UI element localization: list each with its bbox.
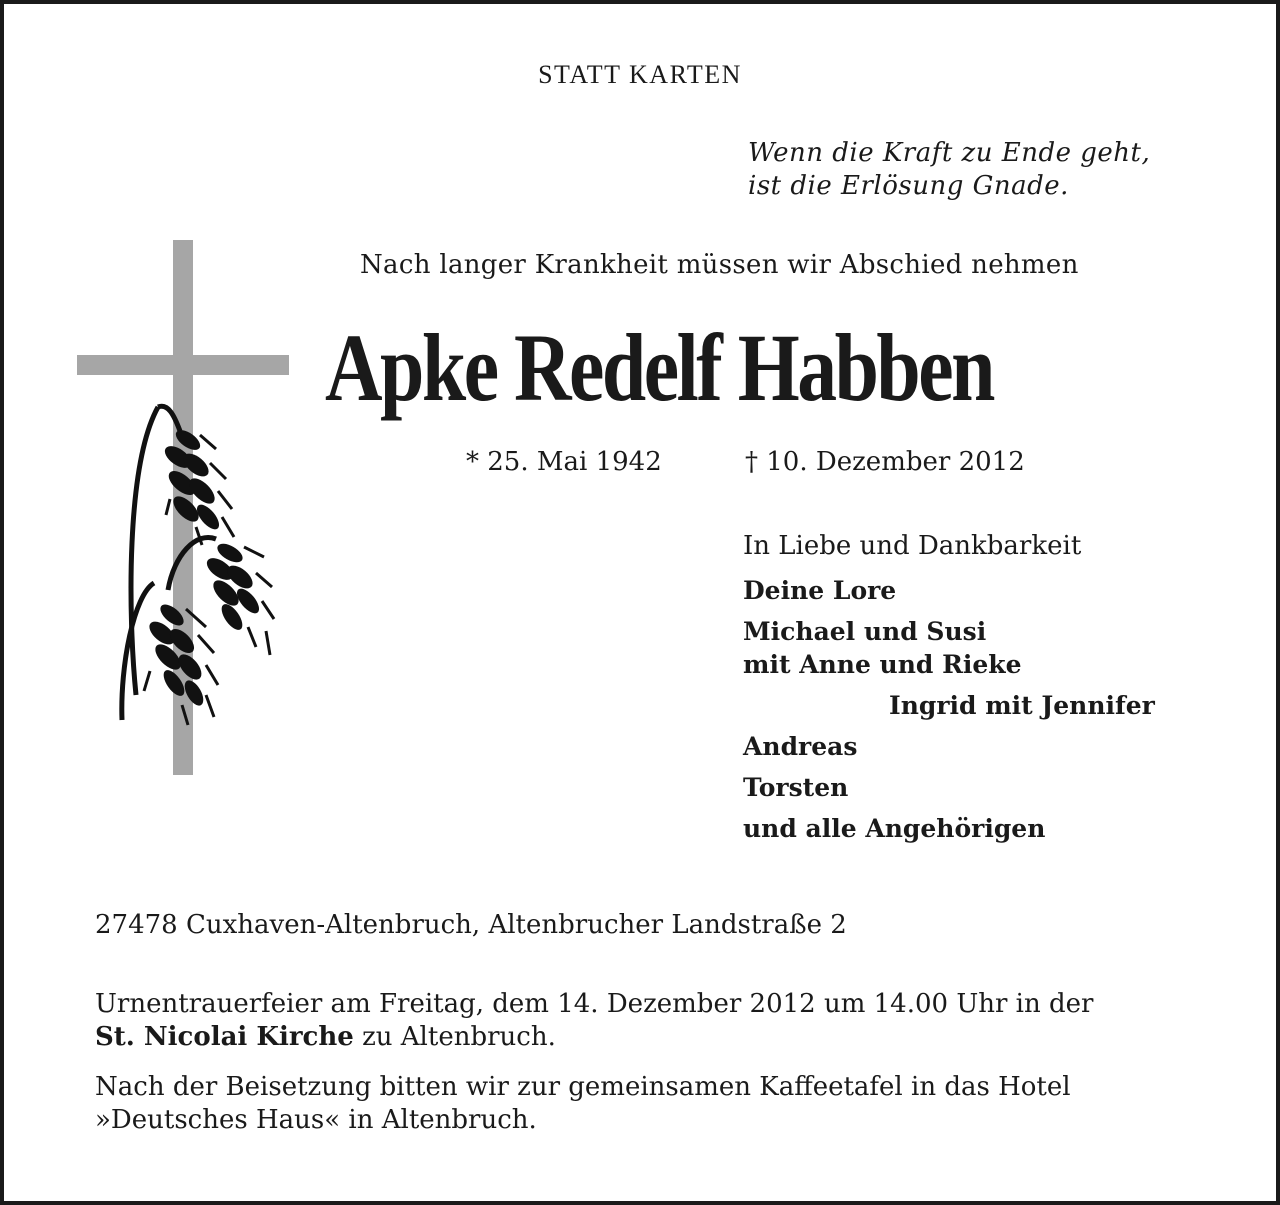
mourner: Torsten	[743, 773, 849, 802]
motto-line-2: ist die Erlösung Gnade.	[748, 171, 1069, 201]
service-info	[95, 988, 1093, 1054]
motto	[748, 137, 1150, 203]
reception-line-1: Nach der Beisetzung bitten wir zur gemeinsamen Kaffeetafel in das Hotel	[95, 1072, 1071, 1102]
reception-info	[95, 1071, 1071, 1137]
mourner: Michael und Susi	[743, 617, 987, 646]
mourner: Andreas	[743, 732, 858, 761]
deceased-name: Apke Redelf Habben	[325, 314, 993, 421]
service-place: zu Altenbruch.	[353, 1022, 556, 1052]
reception-line-2: »Deutsches Haus« in Altenbruch.	[95, 1105, 537, 1135]
death-date: † 10. Dezember 2012	[745, 447, 1025, 477]
mourner: Deine Lore	[743, 576, 897, 605]
mourner: Ingrid mit Jennifer	[889, 691, 1155, 720]
mourners-block	[743, 530, 1155, 845]
motto-line-1: Wenn die Kraft zu Ende geht,	[748, 138, 1151, 168]
mourner: mit Anne und Rieke	[743, 650, 1022, 679]
service-line-1: Urnentrauerfeier am Freitag, dem 14. Dezember 2012 um 14.00 Uhr in der	[95, 989, 1094, 1019]
header-note: STATT KARTEN	[538, 60, 742, 89]
service-line-2	[95, 1021, 1093, 1054]
mourner: und alle Angehörigen	[743, 814, 1046, 843]
mourners-greeting: In Liebe und Dankbarkeit	[743, 531, 1082, 561]
birth-date: * 25. Mai 1942	[466, 447, 662, 477]
intro-line: Nach langer Krankheit müssen wir Abschied nehmen	[360, 250, 1079, 280]
cross-with-wheat-icon	[70, 235, 300, 780]
church-name: St. Nicolai Kirche	[95, 1022, 354, 1052]
address: 27478 Cuxhaven-Altenbruch, Altenbrucher Landstraße 2	[95, 910, 847, 940]
